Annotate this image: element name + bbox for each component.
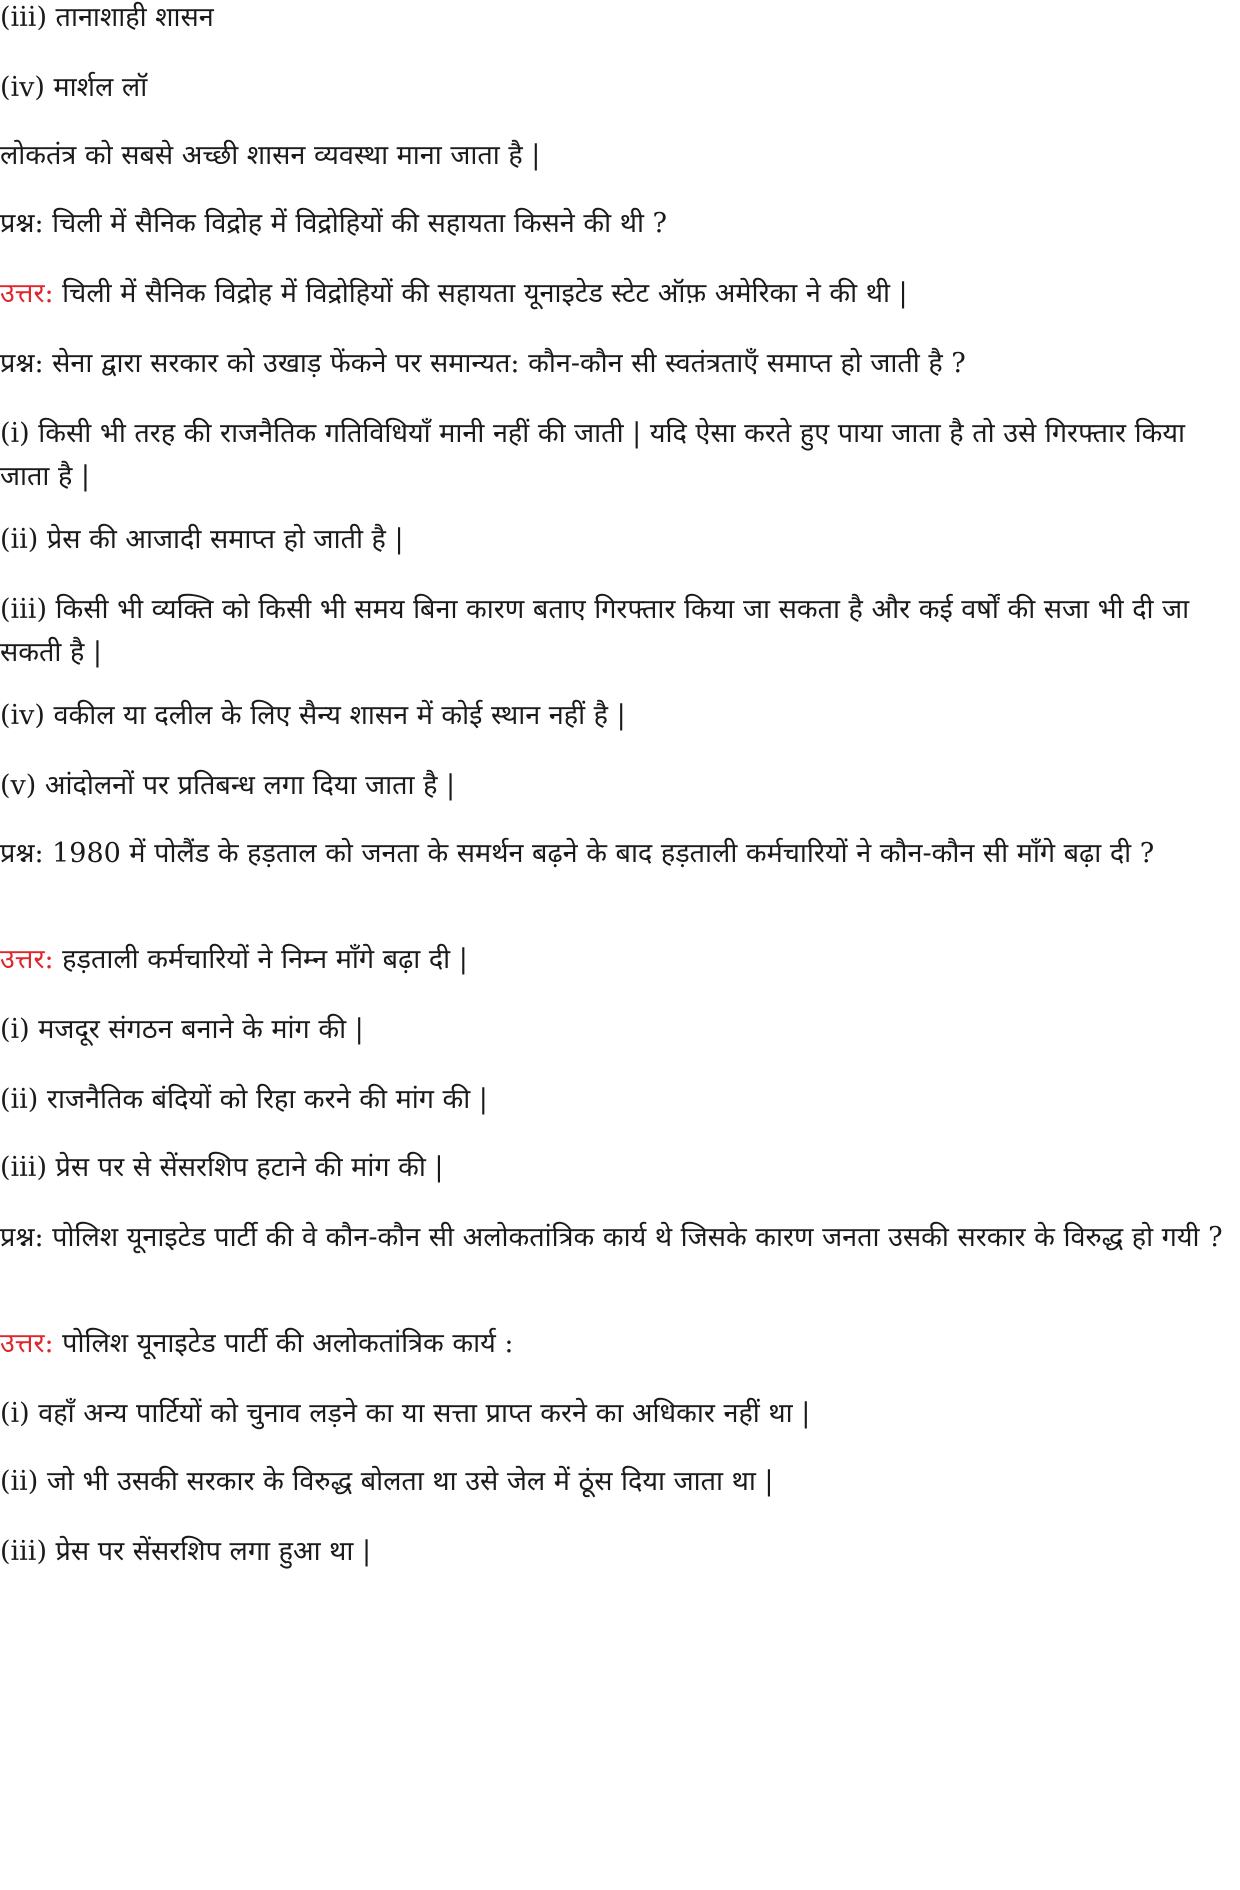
question-poland-strike: प्रश्न: 1980 में पोलैंड के हड़ताल को जनता के समर्थन बढ़ने के बाद हड़ताली कर्मचारियों ने कौन-कौन सी माँगे बढ़ा दी ? <box>0 838 1155 869</box>
list-item-i-political-activities: (i) किसी भी तरह की राजनैतिक गतिविधियाँ मानी नहीं की जाती | यदि ऐसा करते हुए पाया जाता है तो उसे गिरफ्तार किया जाता है | <box>0 418 1186 492</box>
answer-polish-united-party: उत्तर: पोलिश यूनाइटेड पार्टी की अलोकतांत्रिक कार्य : <box>0 1328 514 1359</box>
list-item-iii-dictatorship: (iii) तानाशाही शासन <box>0 2 214 33</box>
answer-label: उत्तर: <box>0 278 54 309</box>
list-item-iii-censorship: (iii) प्रेस पर से सेंसरशिप हटाने की मांग की | <box>0 1152 444 1183</box>
statement-democracy-best: लोकतंत्र को सबसे अच्छी शासन व्यवस्था माना जाता है | <box>0 140 541 171</box>
list-item-ii-press-freedom: (ii) प्रेस की आजादी समाप्त हो जाती है | <box>0 524 404 555</box>
answer-label: उत्तर: <box>0 1328 54 1359</box>
answer-poland-strike: उत्तर: हड़ताली कर्मचारियों ने निम्न माँगे बढ़ा दी | <box>0 944 468 975</box>
question-army-overthrow: प्रश्न: सेना द्वारा सरकार को उखाड़ फेंकने पर समान्यत: कौन-कौन सी स्वतंत्रताएँ समाप्त हो जाती है ? <box>0 348 966 379</box>
answer-label: उत्तर: <box>0 944 54 975</box>
question-chile-rebellion: प्रश्न: चिली में सैनिक विद्रोह में विद्रोहियों की सहायता किसने की थी ? <box>0 208 667 239</box>
list-item-i-elections: (i) वहाँ अन्य पार्टियों को चुनाव लड़ने का या सत्ता प्राप्त करने का अधिकार नहीं था | <box>0 1398 811 1429</box>
list-item-ii-jail: (ii) जो भी उसकी सरकार के विरुद्ध बोलता था उसे जेल में ठूंस दिया जाता था | <box>0 1466 774 1497</box>
list-item-iv-lawyer: (iv) वकील या दलील के लिए सैन्य शासन में कोई स्थान नहीं है | <box>0 700 626 731</box>
list-item-iii-press-censorship: (iii) प्रेस पर सेंसरशिप लगा हुआ था | <box>0 1536 372 1567</box>
list-item-v-movements: (v) आंदोलनों पर प्रतिबन्ध लगा दिया जाता है | <box>0 770 456 801</box>
list-item-ii-prisoners: (ii) राजनैतिक बंदियों को रिहा करने की मांग की | <box>0 1084 488 1115</box>
list-item-i-union: (i) मजदूर संगठन बनाने के मांग की | <box>0 1014 364 1045</box>
answer-chile-rebellion: उत्तर: चिली में सैनिक विद्रोह में विद्रोहियों की सहायता यूनाइटेड स्टेट ऑफ़ अमेरिका ने की थी | <box>0 278 908 309</box>
list-item-iii-arrest: (iii) किसी भी व्यक्ति को किसी भी समय बिना कारण बताए गिरफ्तार किया जा सकता है और कई वर्षों की सजा भी दी जा सकती है | <box>0 594 1190 668</box>
list-item-iv-martial-law: (iv) मार्शल लॉ <box>0 72 148 103</box>
question-polish-united-party: प्रश्न: पोलिश यूनाइटेड पार्टी की वे कौन-कौन सी अलोकतांत्रिक कार्य थे जिसके कारण जनता उसकी सरकार के विरुद्ध हो गयी ? <box>0 1222 1223 1253</box>
